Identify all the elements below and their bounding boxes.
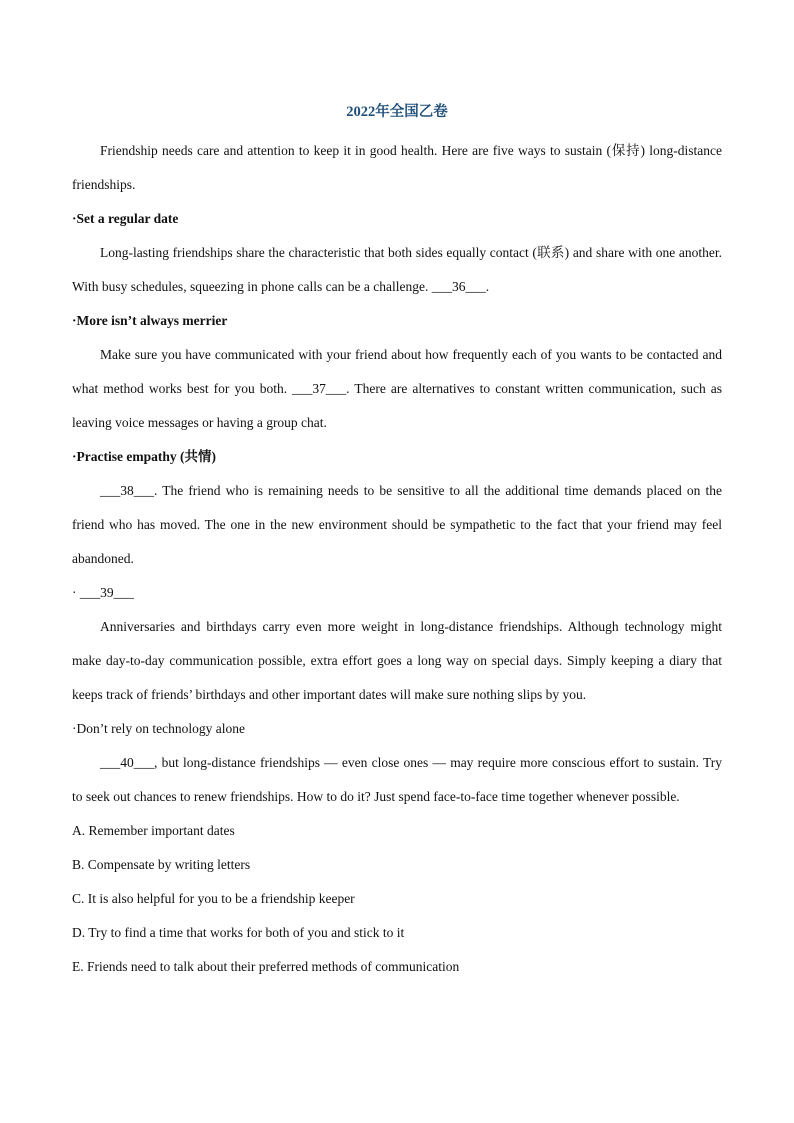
option-d: D. Try to find a time that works for both of you and stick to it: [72, 925, 405, 940]
section-heading-more-isnt-merrier: ·More isn’t always merrier: [72, 313, 228, 328]
section-heading-practise-empathy: ·Practise empathy (共情): [72, 449, 216, 464]
section-paragraph-practise-empathy: ___38___. The friend who is remaining needs to be sensitive to all the additional time demands placed on the friend who has moved. The one in the new environment should be sympathetic to the fact that your friend may feel abandoned.: [72, 483, 722, 566]
section-paragraph-technology: ___40___, but long-distance friendships — even close ones — may require more conscious effort to sustain. Try to seek out chances to renew friendships. How to do it? Just spend face-to-face time together whenever possible.: [72, 755, 722, 804]
section-heading-set-date: ·Set a regular date: [72, 211, 179, 226]
section-paragraph-set-date: Long-lasting friendships share the characteristic that both sides equally contact (联系) and share with one another. With busy schedules, squeezing in phone calls can be a challenge. ___36___.: [72, 245, 722, 294]
option-b: B. Compensate by writing letters: [72, 857, 251, 872]
option-a: A. Remember important dates: [72, 823, 235, 838]
option-c: C. It is also helpful for you to be a friendship keeper: [72, 891, 355, 906]
option-e: E. Friends need to talk about their preferred methods of communication: [72, 959, 460, 974]
document-title: 2022年全国乙卷: [346, 104, 448, 120]
section-heading-blank-39: · ___39___: [72, 585, 134, 600]
section-heading-technology: ·Don’t rely on technology alone: [72, 721, 245, 736]
section-paragraph-important-dates: Anniversaries and birthdays carry even more weight in long-distance friendships. Although technology might make day-to-day communication possible, extra effort goes a long way on special days. Simply keeping a diary that keeps track of friends’ birthdays and other important dates will make sure nothing slips by you.: [72, 619, 722, 702]
section-paragraph-more-isnt-merrier: Make sure you have communicated with your friend about how frequently each of you wants to be contacted and what method works best for you both. ___37___. There are alternatives to constant written communication, such as leaving voice messages or having a group chat.: [72, 347, 722, 430]
intro-paragraph: Friendship needs care and attention to keep it in good health. Here are five ways to sustain (保持) long-distance friendships.: [72, 143, 722, 192]
